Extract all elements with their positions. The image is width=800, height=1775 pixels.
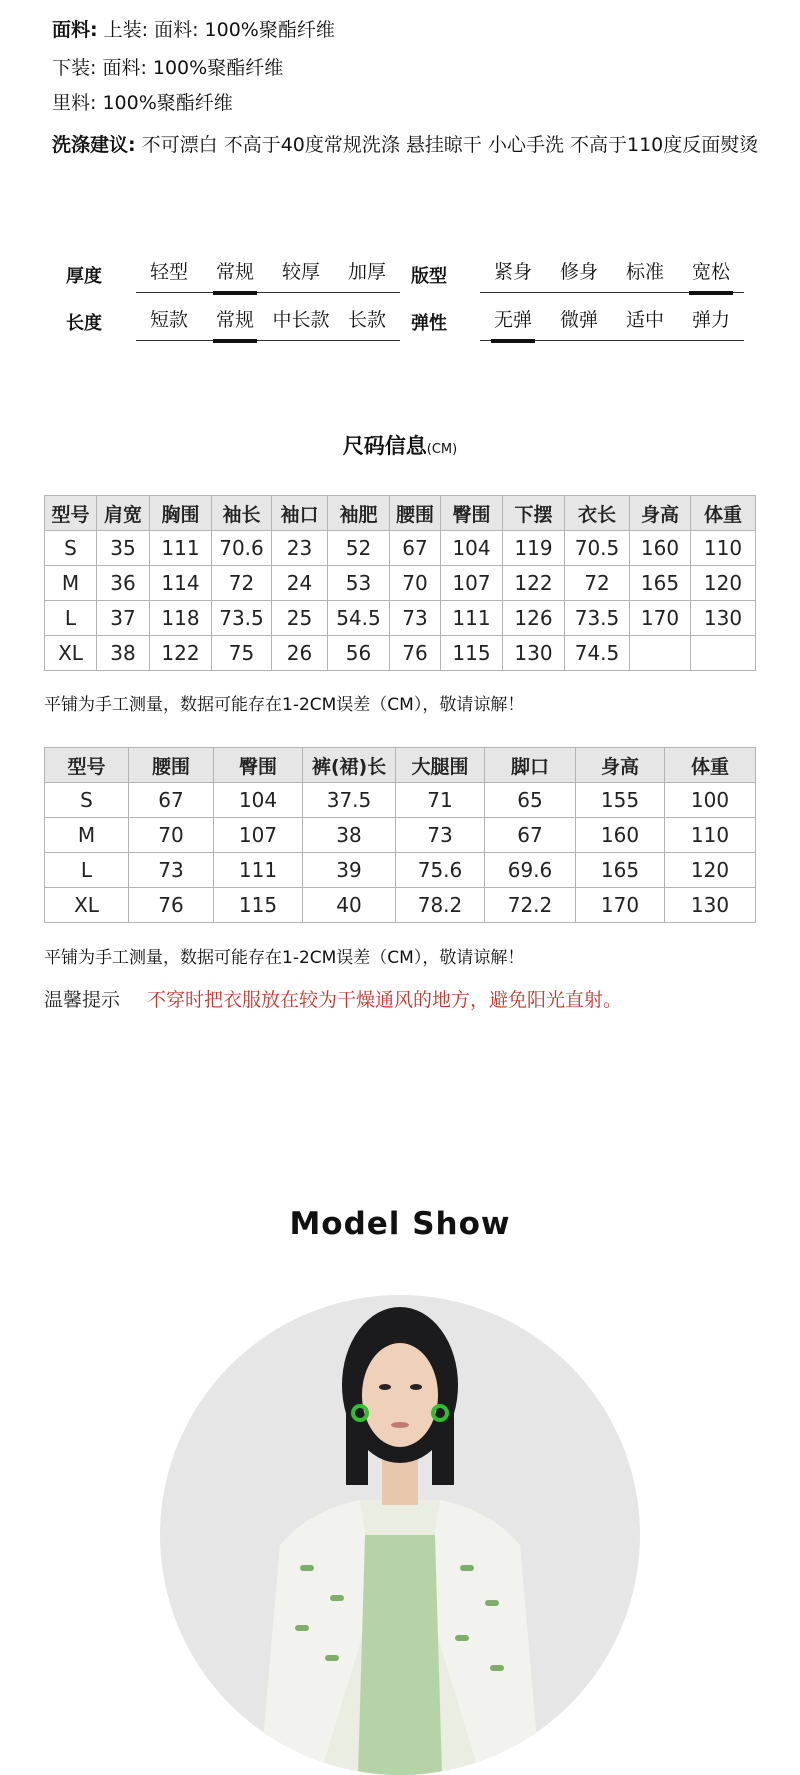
table-row	[45, 566, 756, 601]
table-cell: 73	[129, 853, 214, 888]
attr-fit-options	[480, 258, 744, 293]
table-cell: L	[45, 853, 129, 888]
table-cell: 36	[97, 566, 150, 601]
table-cell: XL	[45, 888, 129, 923]
table-row	[45, 601, 756, 636]
table-cell: 115	[441, 636, 503, 671]
top-table-header	[45, 496, 756, 531]
attr-length-label: 长度	[66, 313, 102, 334]
bottom-table-note: 平铺为手工测量，数据可能存在1-2CM误差（CM），敬请谅解！	[44, 948, 525, 968]
table-cell: 104	[441, 531, 503, 566]
table-row	[45, 888, 756, 923]
table-cell: 170	[576, 888, 665, 923]
table-cell: 155	[576, 783, 665, 818]
table-cell: 70.5	[565, 531, 630, 566]
table-cell: 100	[665, 783, 756, 818]
top-size-table	[44, 495, 756, 671]
attr-thickness-options	[136, 258, 400, 293]
attr-option-elasticity-0: 无弹	[480, 306, 546, 340]
table-cell: 160	[630, 531, 691, 566]
table-cell: 73.5	[212, 601, 272, 636]
table-cell: 69.6	[485, 853, 576, 888]
table-cell: 110	[665, 818, 756, 853]
table-cell: 120	[691, 566, 756, 601]
table-cell	[630, 636, 691, 671]
table-cell: 38	[303, 818, 396, 853]
header-cell: 型号	[45, 748, 129, 783]
table-cell: 72	[212, 566, 272, 601]
care-label: 洗涤建议:	[52, 134, 136, 156]
attr-elasticity-label: 弹性	[411, 313, 447, 334]
table-row	[45, 636, 756, 671]
fabric-value: 上装: 面料: 100%聚酯纤维	[103, 19, 335, 41]
table-cell: S	[45, 531, 97, 566]
table-cell: 111	[441, 601, 503, 636]
header-cell: 衣长	[565, 496, 630, 531]
header-cell: 大腿围	[396, 748, 485, 783]
table-cell: 111	[214, 853, 303, 888]
top-table-note: 平铺为手工测量，数据可能存在1-2CM误差（CM），敬请谅解！	[44, 695, 525, 715]
table-cell: 118	[150, 601, 212, 636]
bottom-table-header	[45, 748, 756, 783]
header-cell: 腰围	[390, 496, 441, 531]
table-cell: 65	[485, 783, 576, 818]
table-cell: 67	[485, 818, 576, 853]
header-cell: 肩宽	[97, 496, 150, 531]
attr-elasticity-options	[480, 306, 744, 341]
size-info-title: 尺码信息(CM)	[342, 434, 458, 458]
header-cell: 裤(裙)长	[303, 748, 396, 783]
table-row	[45, 818, 756, 853]
table-cell: 37.5	[303, 783, 396, 818]
material-bottom: 下装: 面料: 100%聚酯纤维	[52, 57, 284, 79]
table-cell: 70	[390, 566, 441, 601]
attr-length-options	[136, 306, 400, 341]
table-row	[45, 783, 756, 818]
table-cell: 56	[328, 636, 390, 671]
table-cell: 76	[129, 888, 214, 923]
header-cell: 臀围	[441, 496, 503, 531]
table-cell: 67	[390, 531, 441, 566]
care-value: 不可漂白 不高于40度常规洗涤 悬挂晾干 小心手洗 不高于110度反面熨烫	[141, 134, 759, 156]
table-cell: 38	[97, 636, 150, 671]
table-cell: 107	[214, 818, 303, 853]
material-lining: 里料: 100%聚酯纤维	[52, 92, 233, 114]
header-cell: 体重	[691, 496, 756, 531]
header-cell: 下摆	[503, 496, 565, 531]
table-cell: 73.5	[565, 601, 630, 636]
fabric-label: 面料:	[52, 19, 98, 41]
table-cell: 130	[691, 601, 756, 636]
header-cell: 袖肥	[328, 496, 390, 531]
header-cell: 袖长	[212, 496, 272, 531]
table-cell: L	[45, 601, 97, 636]
table-cell: 25	[272, 601, 328, 636]
header-cell: 体重	[665, 748, 756, 783]
care-instructions	[52, 126, 774, 164]
table-cell: 130	[665, 888, 756, 923]
header-cell: 身高	[630, 496, 691, 531]
table-cell: 78.2	[396, 888, 485, 923]
table-cell: 126	[503, 601, 565, 636]
table-cell: 122	[503, 566, 565, 601]
table-cell: 160	[576, 818, 665, 853]
model-photo	[160, 1295, 640, 1775]
header-cell: 身高	[576, 748, 665, 783]
table-cell: M	[45, 818, 129, 853]
attr-option-thickness-2: 较厚	[281, 261, 320, 283]
attr-option-fit-0: 紧身	[493, 261, 532, 283]
table-cell: 35	[97, 531, 150, 566]
table-cell: 53	[328, 566, 390, 601]
table-cell: 114	[150, 566, 212, 601]
table-cell: 75	[212, 636, 272, 671]
attr-option-length-1: 常规	[202, 306, 268, 340]
table-row	[45, 531, 756, 566]
table-cell: 23	[272, 531, 328, 566]
header-cell: 脚口	[485, 748, 576, 783]
table-cell: 170	[630, 601, 691, 636]
table-cell: 71	[396, 783, 485, 818]
attr-option-thickness-3: 加厚	[347, 261, 386, 283]
table-cell: 26	[272, 636, 328, 671]
table-cell: 73	[390, 601, 441, 636]
table-cell: M	[45, 566, 97, 601]
bottom-size-table	[44, 747, 756, 923]
header-cell: 袖口	[272, 496, 328, 531]
table-cell: 40	[303, 888, 396, 923]
table-cell: 54.5	[328, 601, 390, 636]
attr-option-fit-3: 宽松	[678, 258, 744, 292]
table-cell: 74.5	[565, 636, 630, 671]
table-cell: XL	[45, 636, 97, 671]
model-figure-illustration	[160, 1295, 640, 1775]
attr-option-fit-2: 标准	[625, 261, 664, 283]
attr-fit-label: 版型	[411, 266, 447, 287]
table-cell: 107	[441, 566, 503, 601]
table-cell: 72.2	[485, 888, 576, 923]
table-cell: 165	[576, 853, 665, 888]
attr-option-fit-1: 修身	[559, 261, 598, 283]
table-cell: 111	[150, 531, 212, 566]
table-cell: 119	[503, 531, 565, 566]
table-cell: 122	[150, 636, 212, 671]
attr-option-elasticity-2: 适中	[625, 309, 664, 331]
table-cell: 52	[328, 531, 390, 566]
table-cell: 72	[565, 566, 630, 601]
table-cell: 75.6	[396, 853, 485, 888]
table-cell: 37	[97, 601, 150, 636]
table-cell: 76	[390, 636, 441, 671]
attr-option-length-2: 中长款	[272, 309, 330, 331]
material-fabric	[52, 18, 335, 42]
table-row	[45, 853, 756, 888]
table-cell	[691, 636, 756, 671]
table-cell: 115	[214, 888, 303, 923]
table-cell: 70.6	[212, 531, 272, 566]
header-cell: 腰围	[129, 748, 214, 783]
table-cell: 24	[272, 566, 328, 601]
header-cell: 型号	[45, 496, 97, 531]
attr-option-thickness-0: 轻型	[149, 261, 188, 283]
attr-thickness-label: 厚度	[66, 266, 102, 287]
attr-option-length-3: 长款	[347, 309, 386, 331]
attr-option-elasticity-3: 弹力	[691, 309, 730, 331]
table-cell: 130	[503, 636, 565, 671]
table-cell: 39	[303, 853, 396, 888]
model-show-title: Model Show	[289, 1206, 511, 1242]
attr-option-thickness-1: 常规	[202, 258, 268, 292]
table-cell: 67	[129, 783, 214, 818]
tip-label: 温馨提示	[44, 989, 121, 1011]
attr-option-length-0: 短款	[149, 309, 188, 331]
table-cell: 73	[396, 818, 485, 853]
table-cell: 165	[630, 566, 691, 601]
table-cell: 120	[665, 853, 756, 888]
table-cell: 104	[214, 783, 303, 818]
tip-text: 不穿时把衣服放在较为干燥通风的地方，避免阳光直射。	[147, 989, 623, 1011]
table-cell: 70	[129, 818, 214, 853]
table-cell: 110	[691, 531, 756, 566]
header-cell: 臀围	[214, 748, 303, 783]
attr-option-elasticity-1: 微弹	[559, 309, 598, 331]
header-cell: 胸围	[150, 496, 212, 531]
table-cell: S	[45, 783, 129, 818]
